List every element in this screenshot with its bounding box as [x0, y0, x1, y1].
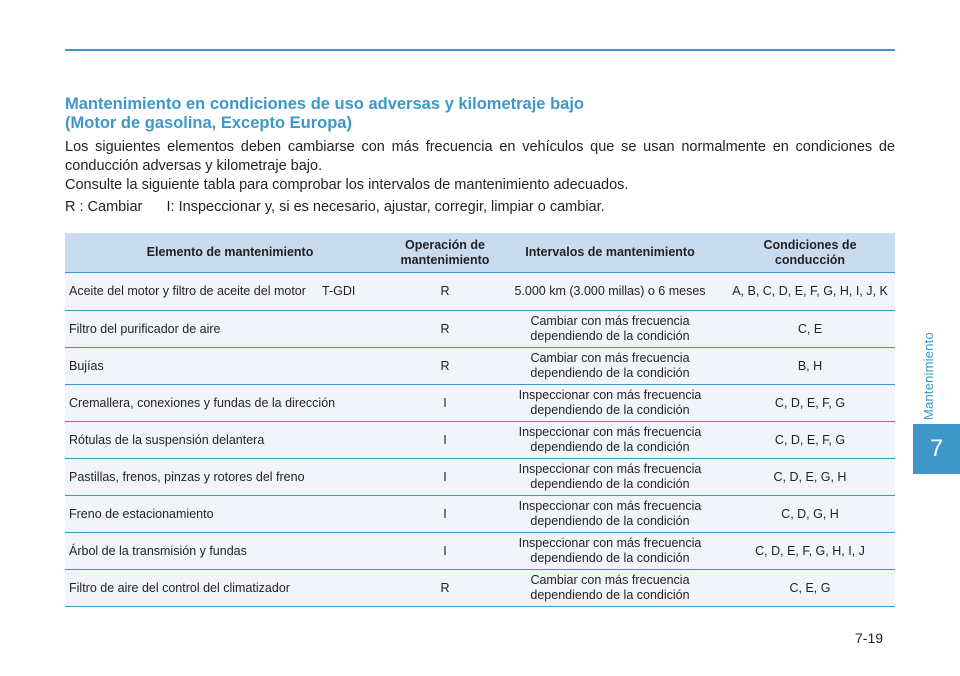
row-item: Pastillas, frenos, pinzas y rotores del freno [65, 459, 395, 496]
row-conditions: C, D, E, F, G, H, I, J [725, 533, 895, 570]
intro-paragraph: Los siguientes elementos deben cambiarse con más frecuencia en vehículos que se usan normalmente en condiciones de conducción adversas y kilometraje bajo. [65, 139, 895, 174]
table-row [65, 570, 895, 607]
table-row [65, 422, 895, 459]
row-operation: I [395, 496, 495, 533]
row-operation: R [395, 348, 495, 385]
row-item: Rótulas de la suspensión delantera [65, 422, 395, 459]
row-item: Filtro de aire del control del climatizador [65, 570, 395, 607]
row-conditions: C, D, G, H [725, 496, 895, 533]
reference-paragraph: Consulte la siguiente tabla para comprobar los intervalos de mantenimiento adecuados. [65, 177, 629, 193]
row-operation: I [395, 422, 495, 459]
row-interval: Inspeccionar con más frecuencia dependiendo de la condición [495, 422, 725, 459]
row-operation: I [395, 385, 495, 422]
row-interval: Cambiar con más frecuencia dependiendo de la condición [495, 570, 725, 607]
row-interval: Inspeccionar con más frecuencia dependiendo de la condición [495, 385, 725, 422]
row-conditions: C, E, G [725, 570, 895, 607]
row-operation: R [395, 273, 495, 311]
row-interval: Inspeccionar con más frecuencia dependiendo de la condición [495, 496, 725, 533]
table-row [65, 385, 895, 422]
header-item: Elemento de mantenimiento [65, 233, 395, 273]
row-interval: Cambiar con más frecuencia dependiendo de la condición [495, 311, 725, 348]
section-title-line1: Mantenimiento en condiciones de uso adversas y kilometraje bajo [65, 95, 584, 113]
table-row [65, 496, 895, 533]
header-operation: Operación de mantenimiento [395, 233, 495, 273]
top-rule [65, 49, 895, 51]
table-row [65, 348, 895, 385]
row-interval: 5.000 km (3.000 millas) o 6 meses [495, 273, 725, 311]
row-conditions: C, D, E, G, H [725, 459, 895, 496]
row-conditions: B, H [725, 348, 895, 385]
row-item: Aceite del motor y filtro de aceite del motor [65, 273, 318, 311]
maintenance-table [65, 233, 895, 607]
table-row [65, 273, 895, 311]
row-operation: I [395, 533, 495, 570]
row-operation: I [395, 459, 495, 496]
row-conditions: C, D, E, F, G [725, 422, 895, 459]
row-interval: Inspeccionar con más frecuencia dependiendo de la condición [495, 533, 725, 570]
table-header-row [65, 233, 895, 273]
row-conditions: A, B, C, D, E, F, G, H, I, J, K [725, 273, 895, 311]
row-interval: Cambiar con más frecuencia dependiendo de la condición [495, 348, 725, 385]
table-row [65, 533, 895, 570]
row-item: Freno de estacionamiento [65, 496, 395, 533]
row-conditions: C, D, E, F, G [725, 385, 895, 422]
row-operation: R [395, 570, 495, 607]
table-row [65, 459, 895, 496]
section-title-line2: (Motor de gasolina, Excepto Europa) [65, 114, 352, 132]
row-item: Bujías [65, 348, 395, 385]
row-item: Filtro del purificador de aire [65, 311, 395, 348]
chapter-side-label: Mantenimiento [921, 332, 936, 420]
row-interval: Inspeccionar con más frecuencia dependiendo de la condición [495, 459, 725, 496]
header-conditions: Condiciones de conducción [725, 233, 895, 273]
page-number: 7-19 [855, 630, 884, 646]
section-title [65, 95, 895, 133]
row-conditions: C, E [725, 311, 895, 348]
row-item: Árbol de la transmisión y fundas [65, 533, 395, 570]
chapter-number-tab: 7 [913, 424, 960, 474]
legend-text: R : Cambiar I: Inspeccionar y, si es necesario, ajustar, corregir, limpiar o cambiar. [65, 199, 605, 215]
row-engine-code: T-GDI [318, 273, 395, 311]
table-row [65, 311, 895, 348]
row-operation: R [395, 311, 495, 348]
header-interval: Intervalos de mantenimiento [495, 233, 725, 273]
row-item: Cremallera, conexiones y fundas de la dirección [65, 385, 395, 422]
